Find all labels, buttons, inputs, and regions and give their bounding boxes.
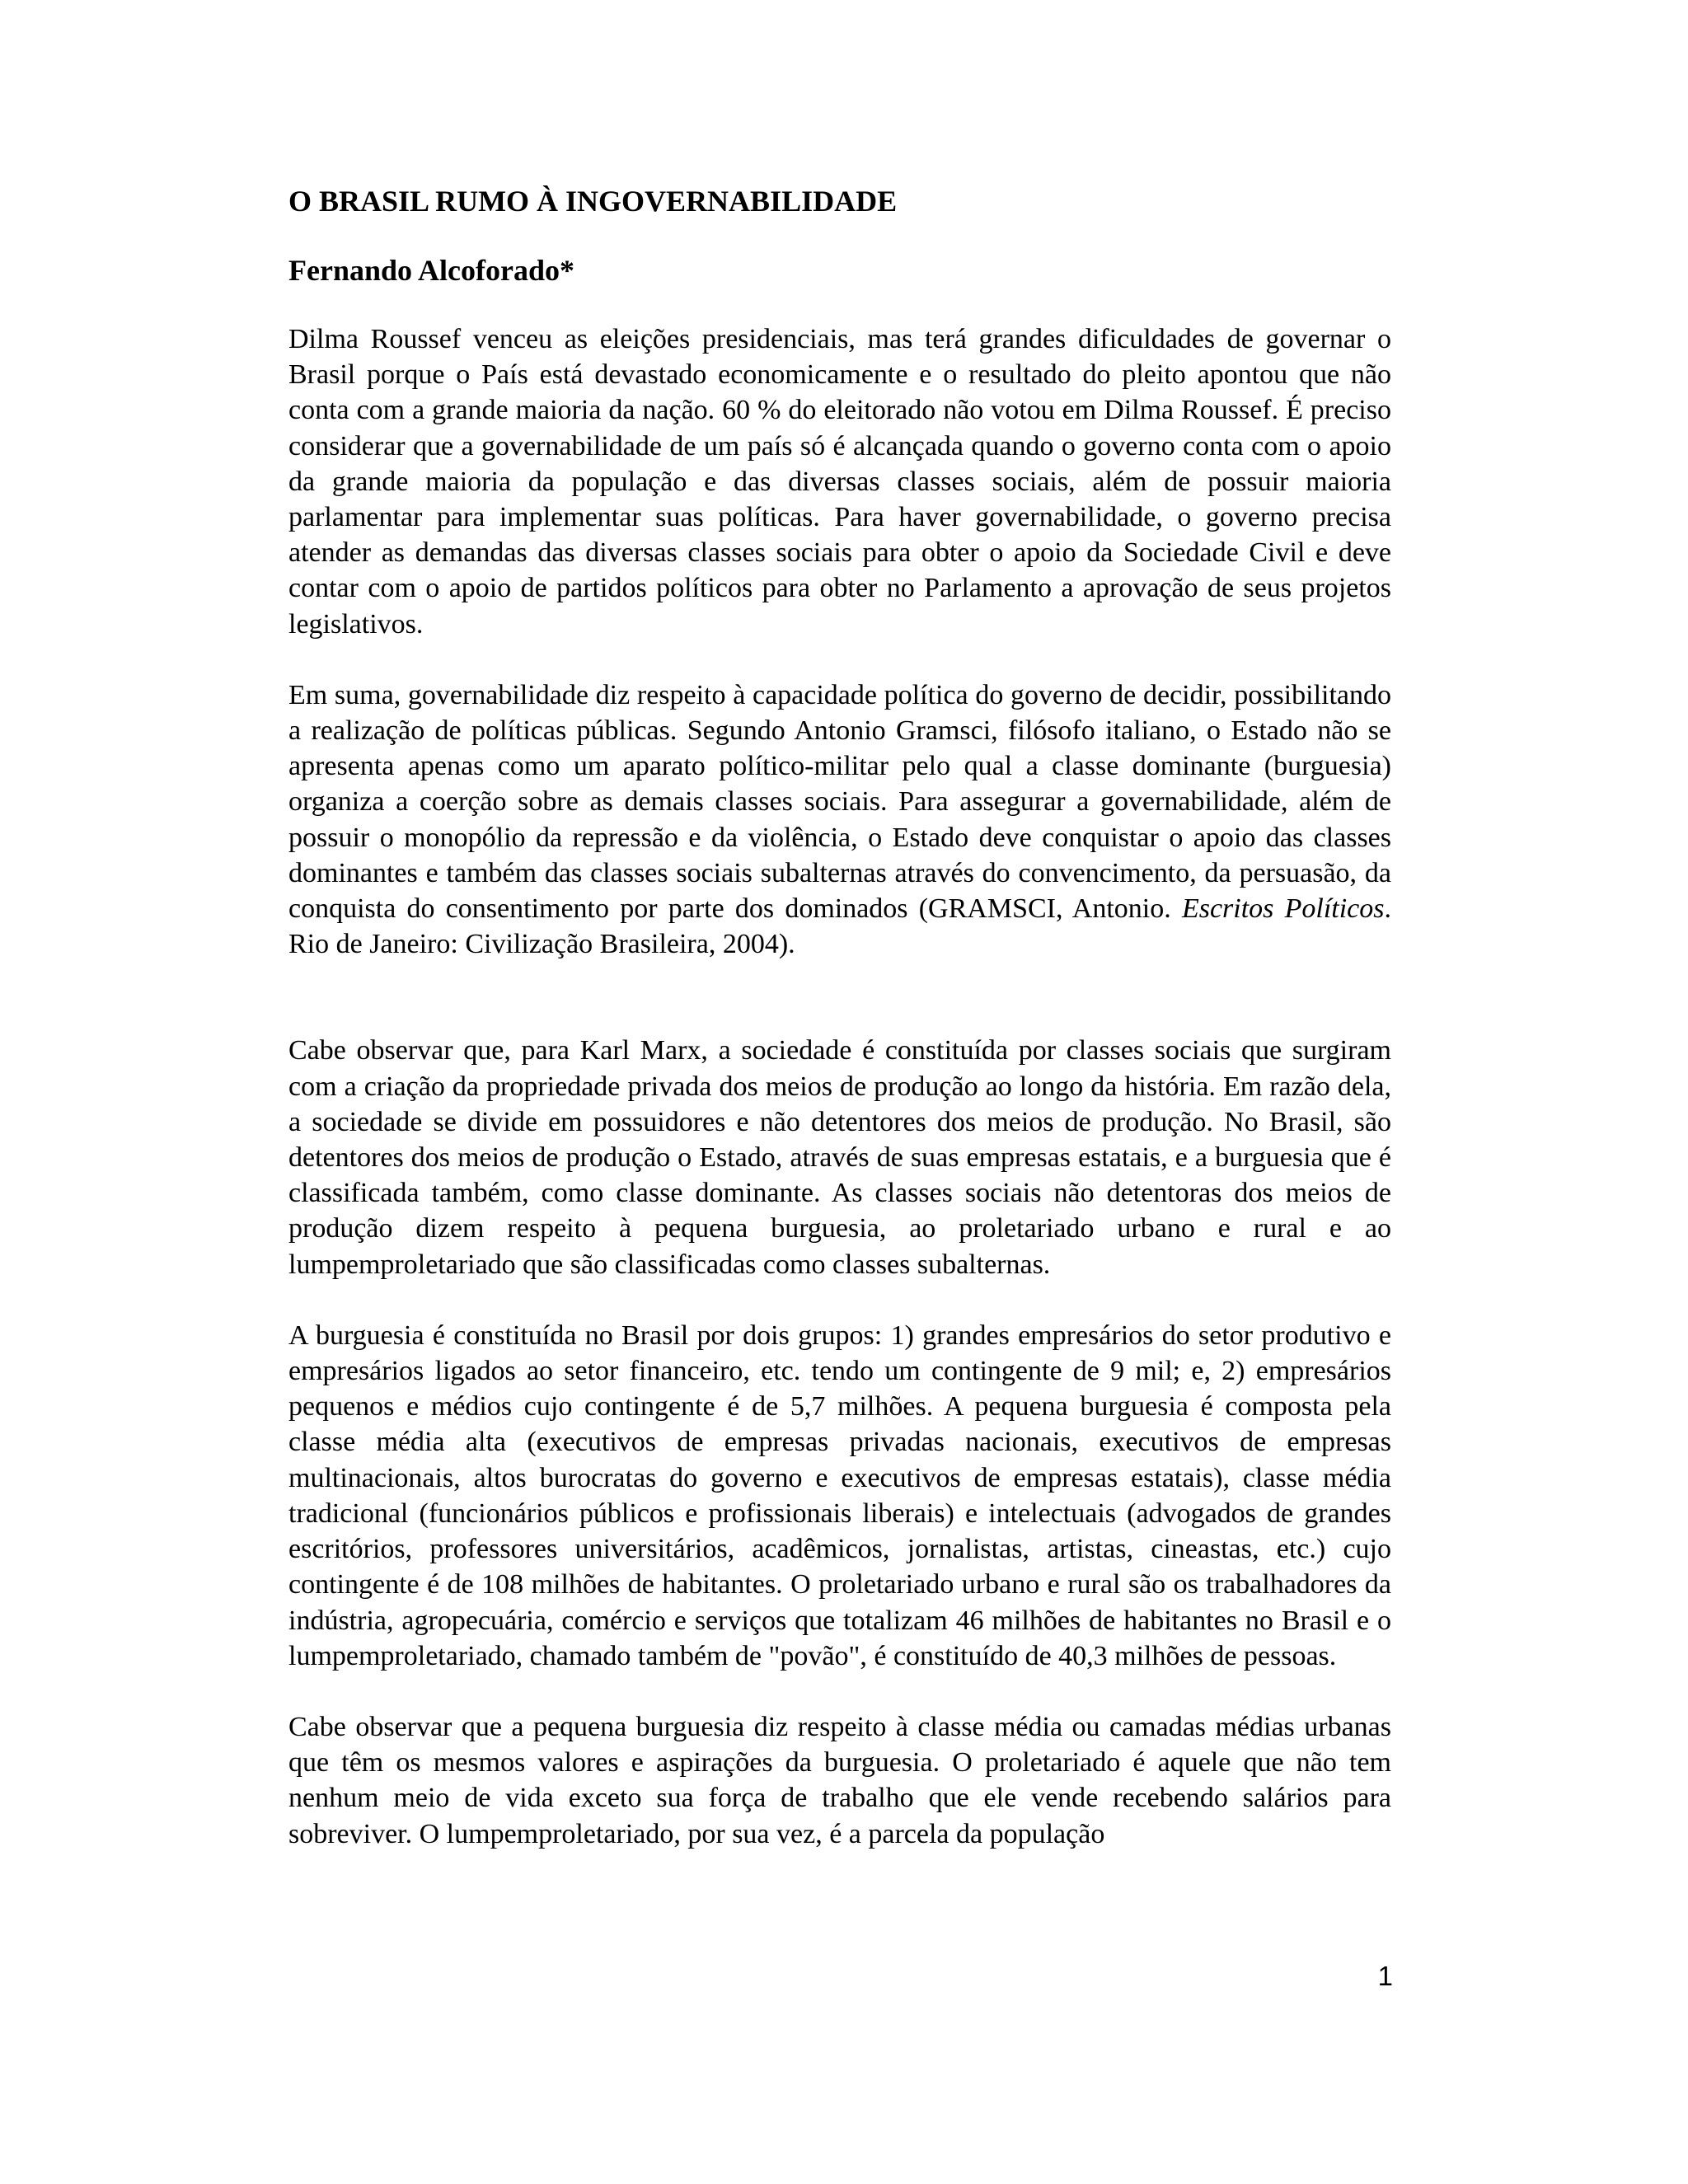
paragraph-gramsci [288,677,1391,963]
document-page [288,183,1391,1887]
paragraph-gramsci-text: Em suma, governabilidade diz respeito à capacidade política do governo de decidir, possibilitando a realização de políticas públicas. Segundo Antonio Gramsci, filósofo italiano, o Estado não se apresenta apenas como um aparato político-militar pelo qual a classe dominante (burguesia) organiza a coerção sobre as demais classes sociais. Para assegurar a governabilidade, além de possuir o monopólio da repressão e da violência, o Estado deve conquistar o apoio das classes dominantes e também das classes sociais subalternas através do convencimento, da persuasão, da conquista do consentimento por parte dos dominados (GRAMSCI, Antonio. [288,679,1391,925]
paragraph-governabilidade: Dilma Roussef venceu as eleições presidenciais, mas terá grandes dificuldades de governar o Brasil porque o País está devastado economicamente e o resultado do pleito apontou que não conta com a grande maioria da nação. 60 % do eleitorado não votou em Dilma Roussef. É preciso considerar que a governabilidade de um país só é alcançada quando o governo conta com o apoio da grande maioria da população e das diversas classes sociais, além de possuir maioria parlamentar para implementar suas políticas. Para haver governabilidade, o governo precisa atender as demandas das diversas classes sociais para obter o apoio da Sociedade Civil e deve contar com o apoio de partidos políticos para obter no Parlamento a aprovação de seus projetos legislativos. [288,324,1391,640]
document-author: Fernando Alcoforado* [288,254,574,287]
book-title-italic: Escritos Políticos [1181,893,1385,925]
paragraph-burguesia: A burguesia é constituída no Brasil por dois grupos: 1) grandes empresários do setor produtivo e empresários ligados ao setor financeiro, etc. tendo um contingente de 9 mil; e, 2) empresários pequenos e médios cujo contingente é de 5,7 milhões. A pequena burguesia é composta pela classe média alta (executivos de empresas privadas nacionais, executivos de empresas multinacionais, altos burocratas do governo e executivos de empresas estatais), classe média tradicional (funcionários públicos e profissionais liberais) e intelectuais (advogados de grandes escritórios, professores universitários, acadêmicos, jornalistas, artistas, cineastas, etc.) cujo contingente é de 108 milhões de habitantes. O proletariado urbano e rural são os trabalhadores da indústria, agropecuária, comércio e serviços que totalizam 46 milhões de habitantes no Brasil e o lumpemproletariado, chamado também de "povão", é constituído de 40,3 milhões de pessoas. [288,1319,1391,1671]
paragraph-gramsci-citation: . Rio de Janeiro: Civilização Brasileira, 2004). [288,893,1391,960]
paragraph-marx: Cabe observar que, para Karl Marx, a sociedade é constituída por classes sociais que surgiram com a criação da propriedade privada dos meios de produção ao longo da história. Em razão dela, a sociedade se divide em possuidores e não detentores dos meios de produção. No Brasil, são detentores dos meios de produção o Estado, através de suas empresas estatais, e a burguesia que é classificada também, como classe dominante. As classes sociais não detentoras dos meios de produção dizem respeito à pequena burguesia, ao proletariado urbano e rural e ao lumpemproletariado que são classificadas como classes subalternas. [288,1035,1391,1280]
paragraph-pequena-burguesia: Cabe observar que a pequena burguesia diz respeito à classe média ou camadas médias urbanas que têm os mesmos valores e aspirações da burguesia. O proletariado é aquele que não tem nenhum meio de vida exceto sua força de trabalho que ele vende recebendo salários para sobreviver. O lumpemproletariado, por sua vez, é a parcela da população [288,1711,1391,1849]
document-title: O BRASIL RUMO À INGOVERNABILIDADE [288,185,898,218]
page-number: 1 [1377,1961,1393,1991]
